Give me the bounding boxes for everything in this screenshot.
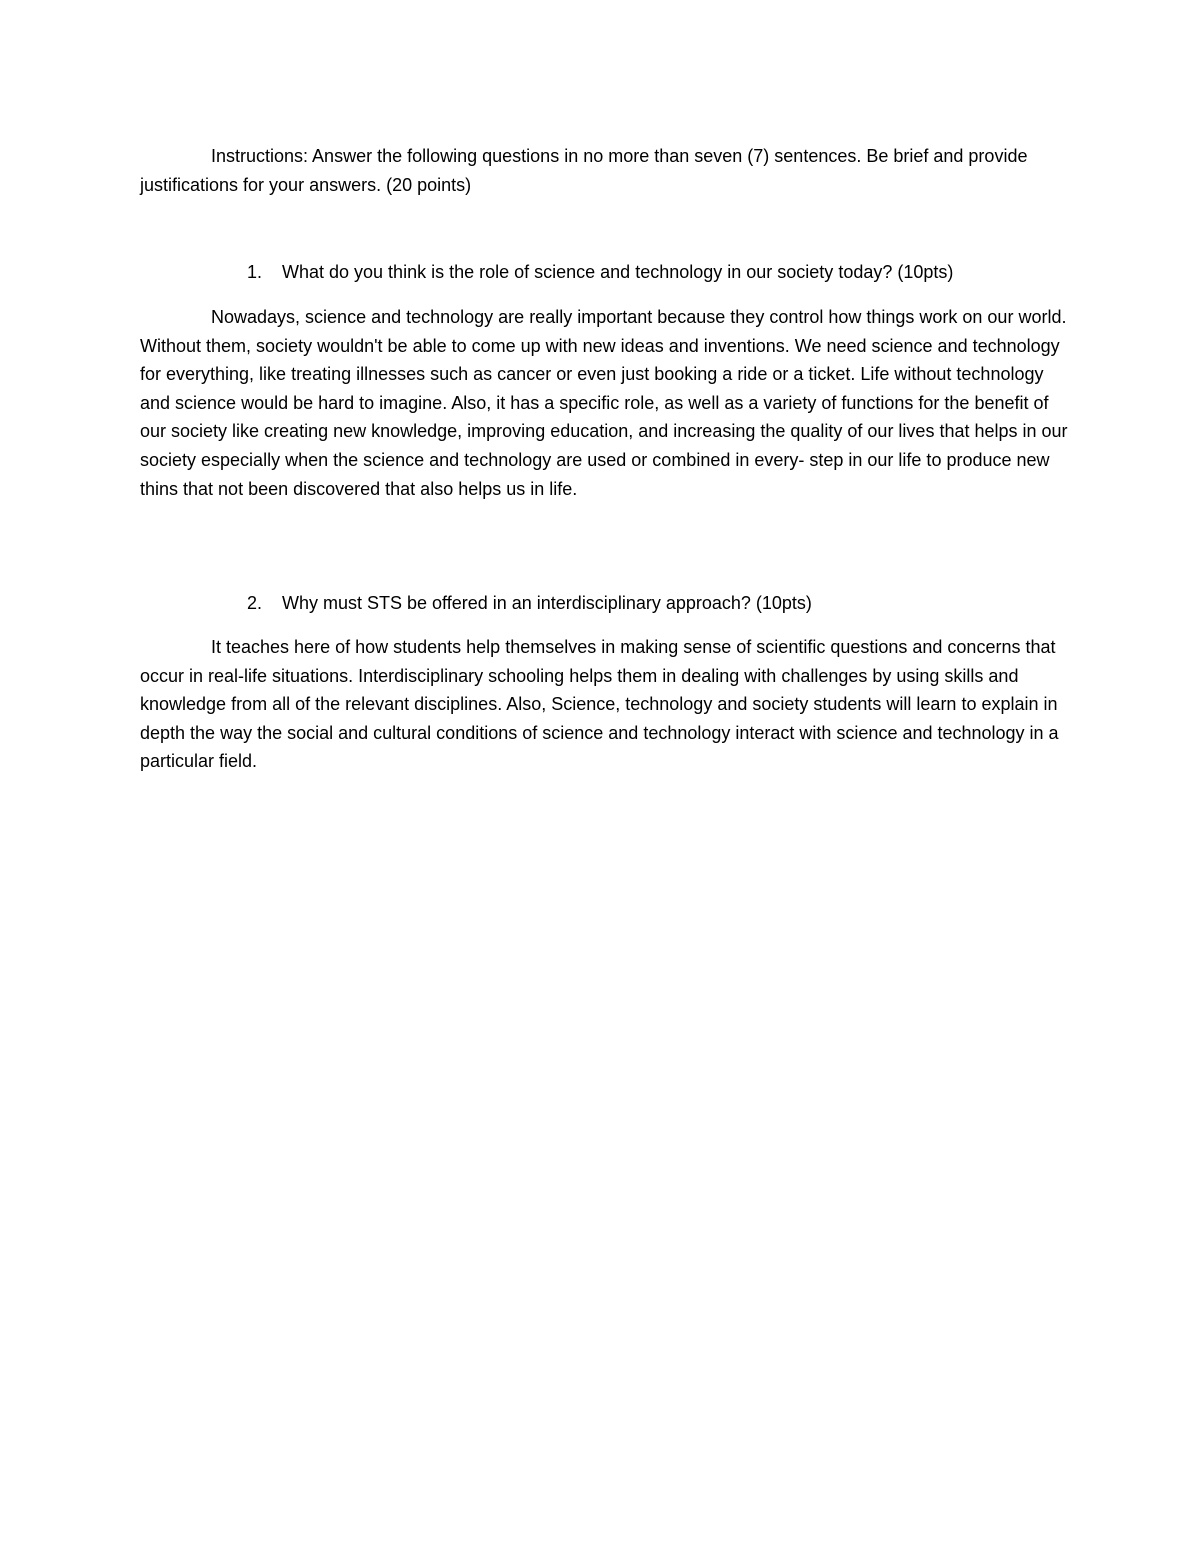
question-1-text: What do you think is the role of science and technology in our society today? (10pts) [282,262,954,282]
question-2 [247,589,1067,618]
question-1-number: 1. [247,262,263,282]
answer-1-paragraph: Nowadays, science and technology are really important because they control how things work on our world. Without them, society wouldn't be able to come up with new ideas and inventions. We need science and technology for everything, like treating illnesses such as cancer or even just booking a ride or a ticket. Life without technology and science would be hard to imagine. Also, it has a specific role, as well as a variety of functions for the benefit of our society like creating new knowledge, improving education, and increasing the quality of our lives that helps in our society especially when the science and technology are used or combined in every- step in our life to produce new thins that not been discovered that also helps us in life. [140,307,1068,499]
question-2-text: Why must STS be offered in an interdisciplinary approach? (10pts) [282,593,812,613]
question-2-number: 2. [247,593,263,613]
question-1 [247,258,1067,287]
instructions-paragraph: Instructions: Answer the following questions in no more than seven (7) sentences. Be brief and provide justifications for your answers. (20 points) [140,146,1028,195]
answer-2-paragraph: It teaches here of how students help themselves in making sense of scientific questions and concerns that occur in real-life situations. Interdisciplinary schooling helps them in dealing with challenges by using skills and knowledge from all of the relevant disciplines. Also, Science, technology and society students will learn to explain in depth the way the social and cultural conditions of science and technology interact with science and technology in a particular field. [140,637,1059,772]
